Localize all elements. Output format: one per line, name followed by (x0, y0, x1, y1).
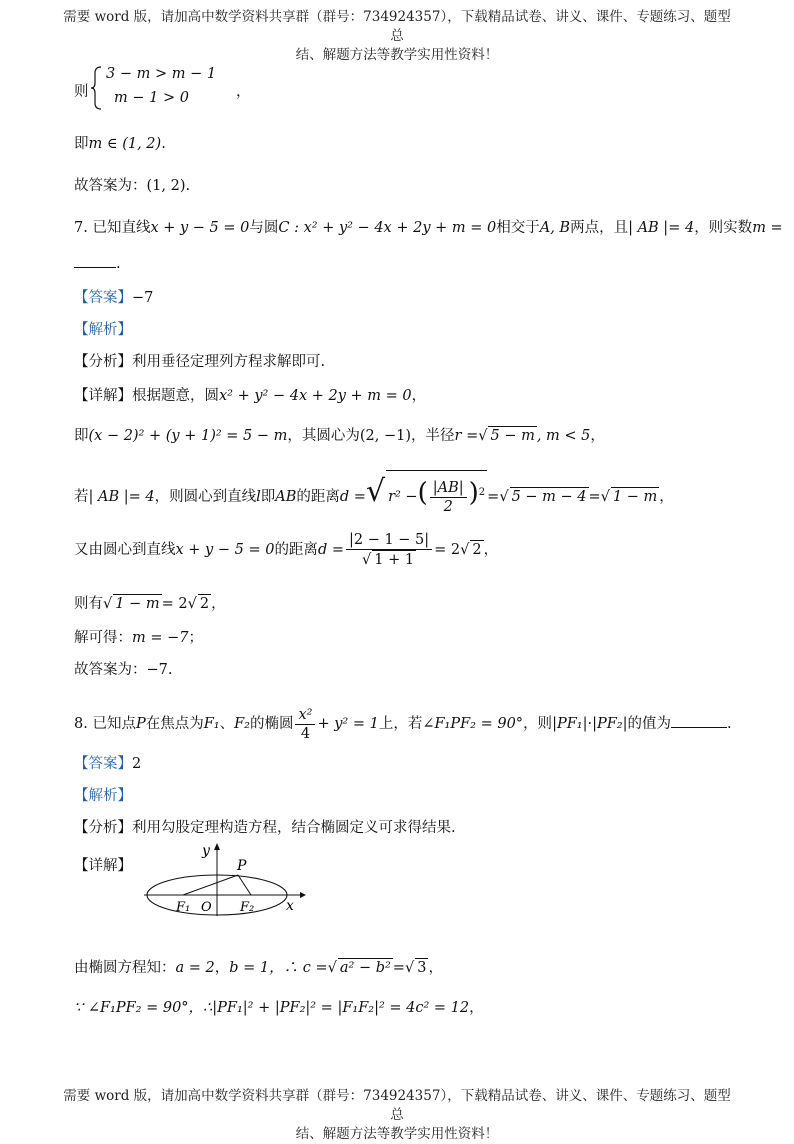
step-end: ， (428, 960, 443, 976)
answer-tag: 【答案】 (74, 290, 132, 306)
ji-end: . (161, 136, 166, 152)
answer-blank (74, 267, 116, 268)
m-range: m ∈ (1, 2) (88, 136, 162, 152)
header-banner-line1: 需要 word 版，请加高中数学资料共享群（群号：734924357），下载精品试卷、讲义、课件、专题练习、题型总 (63, 9, 731, 44)
q8-step1: 由椭圆方程知：a = 2，b = 1，∴ c =√ a² − b² =√ 3 ， (74, 960, 443, 976)
q7-step5: 则有√ 1 − m = 2√ 2 ， (74, 596, 226, 612)
frac-denominator: 1 + 1 (374, 552, 415, 568)
left-brace-icon (90, 66, 104, 110)
fenxi-text: 利用勾股定理构造方程，结合椭圆定义可求得结果. (132, 820, 456, 836)
xiangjie-tag: 【详解】 (74, 388, 132, 404)
jiexi-tag: 【解析】 (74, 322, 132, 338)
fenxi-tag: 【分析】 (74, 354, 132, 370)
step-text: 的距离 (274, 542, 318, 558)
q8-answer (74, 754, 141, 774)
solution: m = −7 (132, 630, 189, 646)
q7-step6 (74, 628, 203, 648)
answer-end: . (185, 178, 191, 194)
q8-stem-end: . (726, 716, 732, 732)
q7-answer (74, 288, 153, 308)
question-number: 7. (74, 220, 88, 236)
q8-stem-c: 的椭圆 (249, 716, 294, 732)
product-expression: |PF₁|·|PF₂| (552, 716, 628, 732)
radius-var: r = (454, 428, 479, 444)
radicand-1: 5 − m − 4 (511, 489, 587, 505)
segment-ab: AB (275, 489, 297, 505)
footer-banner-line1: 需要 word 版，请加高中数学资料共享群（群号：734924357），下载精品试卷、讲义、课件、专题练习、题型总 (63, 1088, 731, 1123)
standard-form: (x − 2)² + (y + 1)² = 5 − m (88, 428, 288, 444)
answer-value: 2 (132, 756, 142, 772)
frac-numerator: x² (295, 706, 315, 725)
frac-numerator: |2 − 1 − 5| (346, 531, 432, 550)
var-m: m = (752, 220, 783, 236)
q8-stem-e: ，则 (523, 716, 553, 732)
ellipse-equation: + y² = 1 (317, 716, 379, 732)
answer-value: −7 (132, 290, 154, 306)
q7-stem-e: ，则实数 (694, 220, 753, 236)
m-condition: , m < 5 (536, 428, 591, 444)
step-text: 解可得： (74, 630, 132, 646)
equals: = (487, 489, 500, 505)
frac-numerator: |AB| (430, 479, 467, 498)
radicand: a² − b² (339, 960, 391, 976)
c-var: ，∴ c = (269, 960, 328, 976)
distance-var: d = (317, 542, 344, 558)
circle-center: (2, −1) (359, 428, 412, 444)
circle-equation: x² + y² − 4x + 2y + m = 0 (219, 388, 412, 404)
point-p: P (135, 716, 146, 732)
step-text: 则有 (74, 596, 103, 612)
pythagorean-equation: |PF₁|² + |PF₂|² = |F₁F₂|² = 4c² = 12 (212, 1000, 470, 1016)
focus-f2: F₂ (234, 716, 250, 732)
step-text: 又由圆心到直线 (74, 542, 176, 558)
q8-xiangjie-tag (74, 856, 132, 876)
p-label: P (237, 858, 247, 874)
circle-equation: C : x² + y² − 4x + 2y + m = 0 (278, 220, 497, 236)
jiexi-tag: 【解析】 (74, 788, 132, 804)
q7-step4: 又由圆心到直线x + y − 5 = 0的距离d = $\frac{|2 - 1 - 5|}{√ 1 + 1}$ = 2√ 2 ， (74, 532, 499, 568)
q8-stem-a: 已知点 (92, 716, 136, 732)
step-end: ； (188, 630, 203, 646)
segment-pf1 (183, 875, 238, 895)
answer-line-6 (74, 176, 190, 196)
q7-blank-line: . (74, 254, 121, 274)
a-value: a = 2 (175, 960, 215, 976)
step-end: ， (483, 542, 499, 558)
segment-pf2 (238, 875, 251, 895)
header-banner-line2: 结、解题方法等教学实用性资料！ (295, 47, 499, 63)
result: = 2 (161, 596, 188, 612)
radius-radicand: 5 − m (490, 428, 535, 444)
header-banner (60, 8, 734, 65)
ji-line (74, 134, 166, 154)
step-text: ，则圆心到直线 (154, 489, 257, 505)
step-text: 由椭圆方程知： (74, 960, 176, 976)
fenxi-tag: 【分析】 (74, 820, 132, 836)
q7-stem-c: 相交于 (496, 220, 540, 236)
step-end: ， (469, 1000, 484, 1016)
ab-condition: | AB |= 4 (88, 489, 155, 505)
q8-stem (74, 704, 732, 744)
answer-blank (671, 727, 727, 728)
q7-stem-d: 两点，且 (570, 220, 629, 236)
r-squared: r² − (388, 489, 418, 505)
q7-fenxi (74, 352, 325, 372)
f2-label: F₂ (240, 900, 255, 915)
q7-jiexi (74, 320, 132, 340)
step-end: ， (659, 489, 674, 505)
points-ab: A, B (539, 220, 571, 236)
step-text: ，半径 (411, 428, 455, 444)
inequality-1: 3 − m > m − 1 (106, 66, 217, 82)
comma: ， (236, 84, 251, 100)
frac-denominator: 4 (300, 725, 311, 742)
answer-value: (1, 2) (146, 178, 186, 194)
q8-stem-b: 在焦点为 (145, 716, 204, 732)
footer-banner-line2: 结、解题方法等教学实用性资料！ (295, 1126, 499, 1142)
step-text: 即 (260, 489, 276, 505)
step-end: ， (211, 596, 226, 612)
step-text: ，其圆心为 (287, 428, 360, 444)
ab-condition: | AB |= 4 (628, 220, 695, 236)
step-text: 若 (74, 489, 89, 505)
b-value: b = 1 (229, 960, 270, 976)
q7-step2: 即(x − 2)² + (y + 1)² = 5 − m，其圆心为(2, −1)，半径r =√ 5 − m , m < 5， (74, 428, 605, 444)
inequality-2: m − 1 > 0 (114, 90, 189, 106)
question-number: 8. (74, 716, 88, 732)
step-text: 故答案为： (74, 662, 147, 678)
q8-fenxi (74, 818, 456, 838)
line-equation: x + y − 5 = 0 (150, 220, 250, 236)
ji-prefix: 即 (74, 136, 89, 152)
step-end: ， (590, 428, 605, 444)
radicand: 1 − m (115, 596, 160, 612)
focus-f1: F₁ (203, 716, 220, 732)
frac-denominator: 2 (443, 498, 453, 515)
answer-value: −7 (146, 662, 168, 678)
q8-stem-f: 的值为 (627, 716, 671, 732)
q7-stem (74, 218, 783, 238)
step-text: 的距离 (296, 489, 340, 505)
ellipse-diagram (140, 838, 310, 918)
angle-condition: ∠F₁PF₂ = 90° (422, 716, 524, 732)
result-radicand: 2 (472, 542, 482, 558)
result-radicand: 2 (199, 596, 210, 612)
xiangjie-tag: 【详解】 (74, 858, 132, 874)
separator: 、 (219, 716, 235, 732)
x-axis-arrow-icon (300, 892, 306, 898)
x-label: x (286, 898, 294, 914)
line-equation: x + y − 5 = 0 (175, 542, 275, 558)
ze-label: 则 (74, 84, 89, 100)
answer-tag: 【答案】 (74, 756, 132, 772)
result: = 2 (434, 542, 461, 558)
equals: = (392, 960, 405, 976)
q8-step2 (74, 998, 484, 1018)
line-l: l (256, 489, 261, 505)
radicand-2: 1 − m (612, 489, 658, 505)
o-label: O (201, 900, 212, 915)
y-label: y (202, 843, 210, 859)
equals: = (588, 489, 601, 505)
f1-label: F₁ (176, 900, 191, 915)
q7-stem-a: 已知直线 (92, 220, 151, 236)
distance-var: d = (339, 489, 366, 505)
q8-stem-d: 上，若 (378, 716, 423, 732)
result-radicand: 3 (417, 960, 427, 976)
step-text: ∵ ∠F₁PF₂ = 90°，∴ (74, 1000, 213, 1016)
q7-step3: 若| AB |= 4，则圆心到直线l即AB的距离d =√ r² −( $\frac{|AB|}{2}$ )$^2$ =√ 5 − m − 4 =√ 1 − m ， (74, 470, 674, 519)
q7-stem-b: 与圆 (249, 220, 279, 236)
answer-prefix: 故答案为： (74, 178, 147, 194)
separator: ， (214, 960, 230, 976)
q8-jiexi (74, 786, 132, 806)
y-axis-arrow-icon (214, 843, 220, 850)
step-end: . (167, 662, 173, 678)
step-text: 即 (74, 428, 89, 444)
step-text: 根据题意，圆 (132, 388, 219, 404)
fenxi-text: 利用垂径定理列方程求解即可. (132, 354, 326, 370)
footer-banner (60, 1087, 734, 1144)
q7-step7 (74, 660, 172, 680)
step-end: ， (411, 388, 427, 404)
q7-step1 (74, 386, 426, 406)
